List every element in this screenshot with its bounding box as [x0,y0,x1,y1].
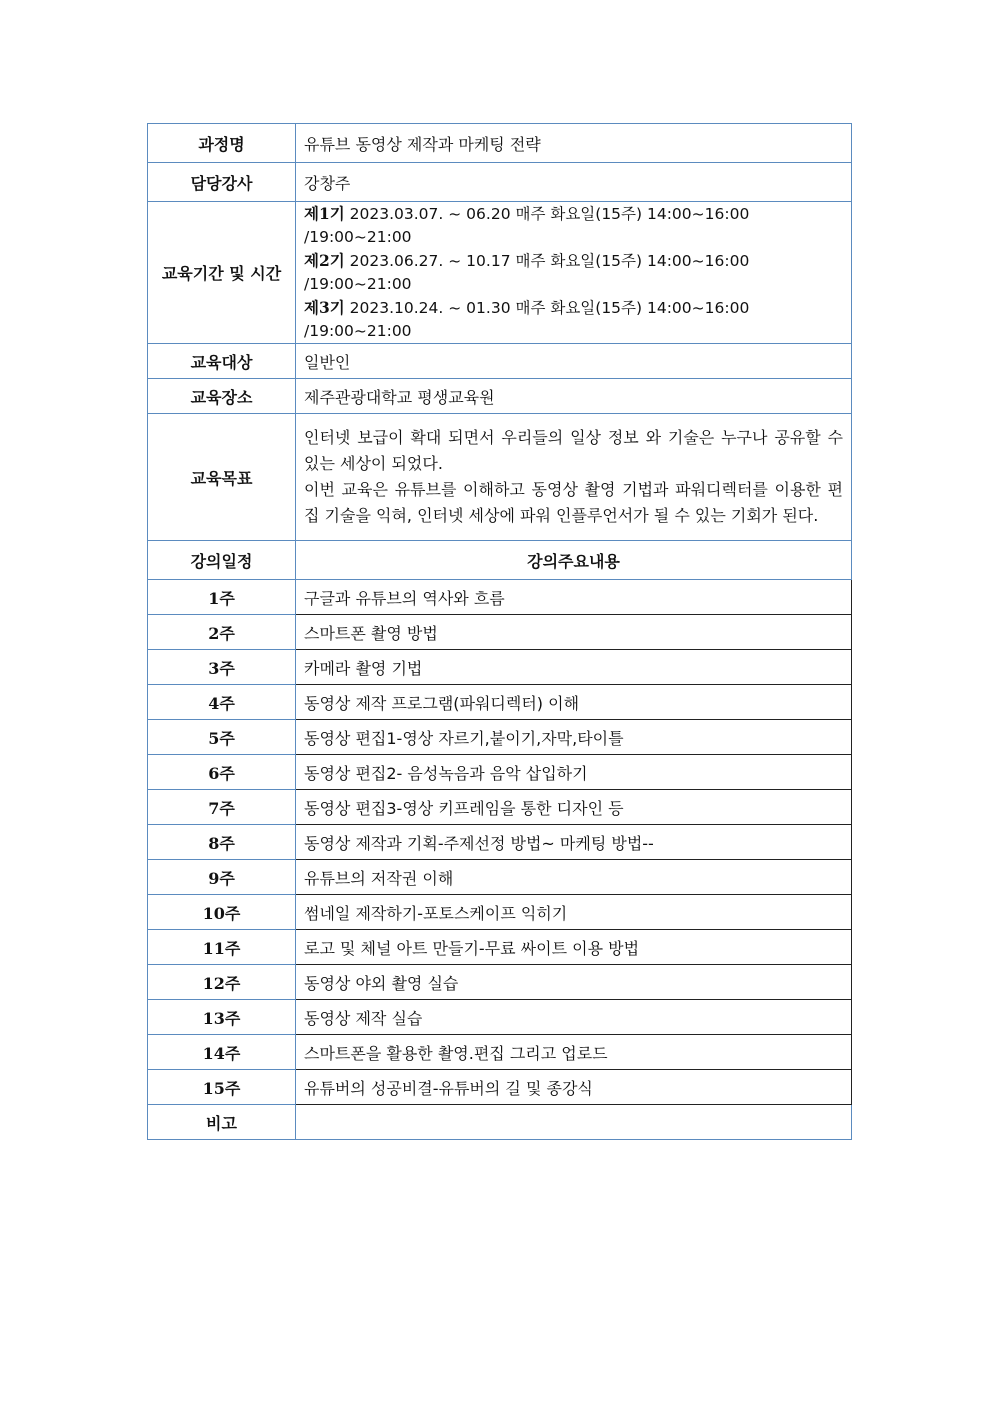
schedule-weeks [148,580,852,1105]
row-course-name [148,124,852,163]
week-content: 동영상 편집1-영상 자르기,붙이기,자막,타이틀 [296,720,852,755]
location-value: 제주관광대학교 평생교육원 [296,379,852,414]
week-content: 유튜버의 성공비결-유튜버의 길 및 종강식 [296,1070,852,1105]
row-period [148,202,852,344]
schedule-row [148,1070,852,1105]
week-number: 10주 [148,895,296,930]
period-label: 교육기간 및 시간 [148,202,296,344]
course-info-table [147,123,852,1140]
week-content: 구글과 유튜브의 역사와 흐름 [296,580,852,615]
row-target [148,344,852,379]
course-name-label: 과정명 [148,124,296,163]
period-term-2: 제2기 [304,251,345,270]
schedule-row [148,895,852,930]
goal-paragraph-2: 이번 교육은 유튜브를 이해하고 동영상 촬영 기법과 파워디렉터를 이용한 편집 기술을 익혀, 인터넷 세상에 파워 인플루언서가 될 수 있는 기회가 된다. [304,480,843,525]
period-line-3 [304,296,843,343]
schedule-week-header: 강의일정 [148,541,296,580]
schedule-content-header: 강의주요내용 [296,541,852,580]
course-name-value: 유튜브 동영상 제작과 마케팅 전략 [296,124,852,163]
location-label: 교육장소 [148,379,296,414]
week-content: 동영상 편집2- 음성녹음과 음악 삽입하기 [296,755,852,790]
week-content: 동영상 제작과 기획-주제선정 방법~ 마케팅 방법-- [296,825,852,860]
goal-paragraph-1: 인터넷 보급이 확대 되면서 우리들의 일상 정보 와 기술은 누구나 공유할 수 있는 세상이 되었다. [304,428,843,473]
row-location [148,379,852,414]
schedule-row [148,1035,852,1070]
week-number: 14주 [148,1035,296,1070]
week-number: 13주 [148,1000,296,1035]
instructor-label: 담당강사 [148,163,296,202]
schedule-row [148,650,852,685]
week-number: 3주 [148,650,296,685]
week-content: 동영상 편집3-영상 키프레임을 통한 디자인 등 [296,790,852,825]
target-value: 일반인 [296,344,852,379]
week-number: 6주 [148,755,296,790]
period-detail-2: 2023.06.27. ~ 10.17 매주 화요일(15주) 14:00~16:00 /19:00~21:00 [304,252,750,293]
schedule-row [148,860,852,895]
schedule-row [148,685,852,720]
week-content: 카메라 촬영 기법 [296,650,852,685]
schedule-row [148,755,852,790]
schedule-row [148,930,852,965]
week-content: 유튜브의 저작권 이해 [296,860,852,895]
week-content: 동영상 제작 실습 [296,1000,852,1035]
remark-value [296,1105,852,1140]
period-detail-3: 2023.10.24. ~ 01.30 매주 화요일(15주) 14:00~16:00 /19:00~21:00 [304,299,750,340]
week-number: 2주 [148,615,296,650]
week-number: 15주 [148,1070,296,1105]
week-number: 11주 [148,930,296,965]
schedule-row [148,580,852,615]
remark-label: 비고 [148,1105,296,1140]
target-label: 교육대상 [148,344,296,379]
schedule-row [148,615,852,650]
row-remark [148,1105,852,1140]
schedule-row [148,965,852,1000]
goal-value [296,414,852,541]
week-number: 7주 [148,790,296,825]
period-value [296,202,852,344]
schedule-header-row [148,541,852,580]
period-term-3: 제3기 [304,298,345,317]
week-content: 스마트폰을 활용한 촬영.편집 그리고 업로드 [296,1035,852,1070]
period-term-1: 제1기 [304,204,345,223]
schedule-row [148,1000,852,1035]
period-detail-1: 2023.03.07. ~ 06.20 매주 화요일(15주) 14:00~16:00 /19:00~21:00 [304,205,750,246]
week-content: 스마트폰 촬영 방법 [296,615,852,650]
period-line-2 [304,249,843,296]
row-instructor [148,163,852,202]
goal-label: 교육목표 [148,414,296,541]
week-number: 8주 [148,825,296,860]
period-line-1 [304,202,843,249]
week-content: 로고 및 체널 아트 만들기-무료 싸이트 이용 방법 [296,930,852,965]
instructor-value: 강창주 [296,163,852,202]
week-number: 5주 [148,720,296,755]
week-number: 12주 [148,965,296,1000]
row-goal [148,414,852,541]
week-number: 4주 [148,685,296,720]
week-number: 1주 [148,580,296,615]
week-content: 동영상 제작 프로그램(파워디렉터) 이해 [296,685,852,720]
schedule-row [148,825,852,860]
week-content: 동영상 야외 촬영 실습 [296,965,852,1000]
schedule-row [148,720,852,755]
schedule-row [148,790,852,825]
week-number: 9주 [148,860,296,895]
week-content: 썸네일 제작하기-포토스케이프 익히기 [296,895,852,930]
